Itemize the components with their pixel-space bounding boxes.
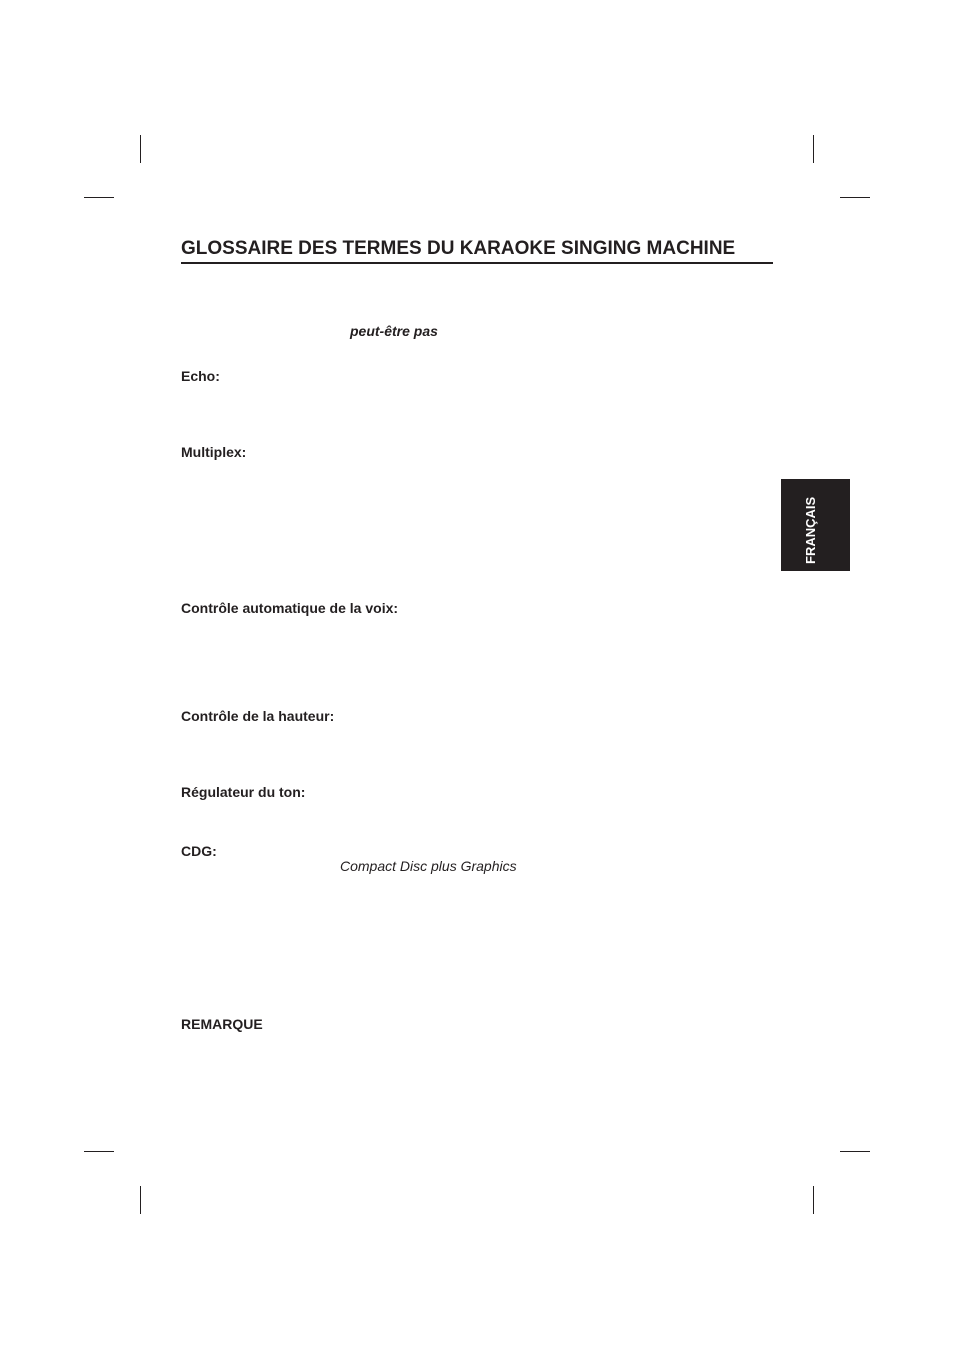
crop-mark-top-left-horizontal: [84, 197, 114, 198]
crop-mark-bottom-right-horizontal: [840, 1151, 870, 1152]
term-echo: Echo:: [181, 368, 220, 384]
note-label: REMARQUE: [181, 1016, 263, 1032]
crop-mark-bottom-left-horizontal: [84, 1151, 114, 1152]
language-tab: [781, 479, 850, 571]
language-tab-label: FRANÇAIS: [803, 496, 818, 564]
crop-mark-bottom-left-vertical: [140, 1186, 141, 1214]
crop-mark-top-right-vertical: [813, 135, 814, 163]
intro-emphasis: peut-être pas: [350, 323, 438, 339]
crop-mark-top-left-vertical: [140, 135, 141, 163]
page-title: GLOSSAIRE DES TERMES DU KARAOKE SINGING MACHINE: [181, 237, 773, 264]
term-tone-regulator: Régulateur du ton:: [181, 784, 306, 800]
term-cdg: CDG:: [181, 843, 217, 859]
crop-mark-top-right-horizontal: [840, 197, 870, 198]
term-cdg-expansion: Compact Disc plus Graphics: [340, 858, 517, 874]
crop-mark-bottom-right-vertical: [813, 1186, 814, 1214]
term-pitch-control: Contrôle de la hauteur:: [181, 708, 335, 724]
term-multiplex: Multiplex:: [181, 444, 247, 460]
term-auto-voice-control: Contrôle automatique de la voix:: [181, 600, 399, 616]
